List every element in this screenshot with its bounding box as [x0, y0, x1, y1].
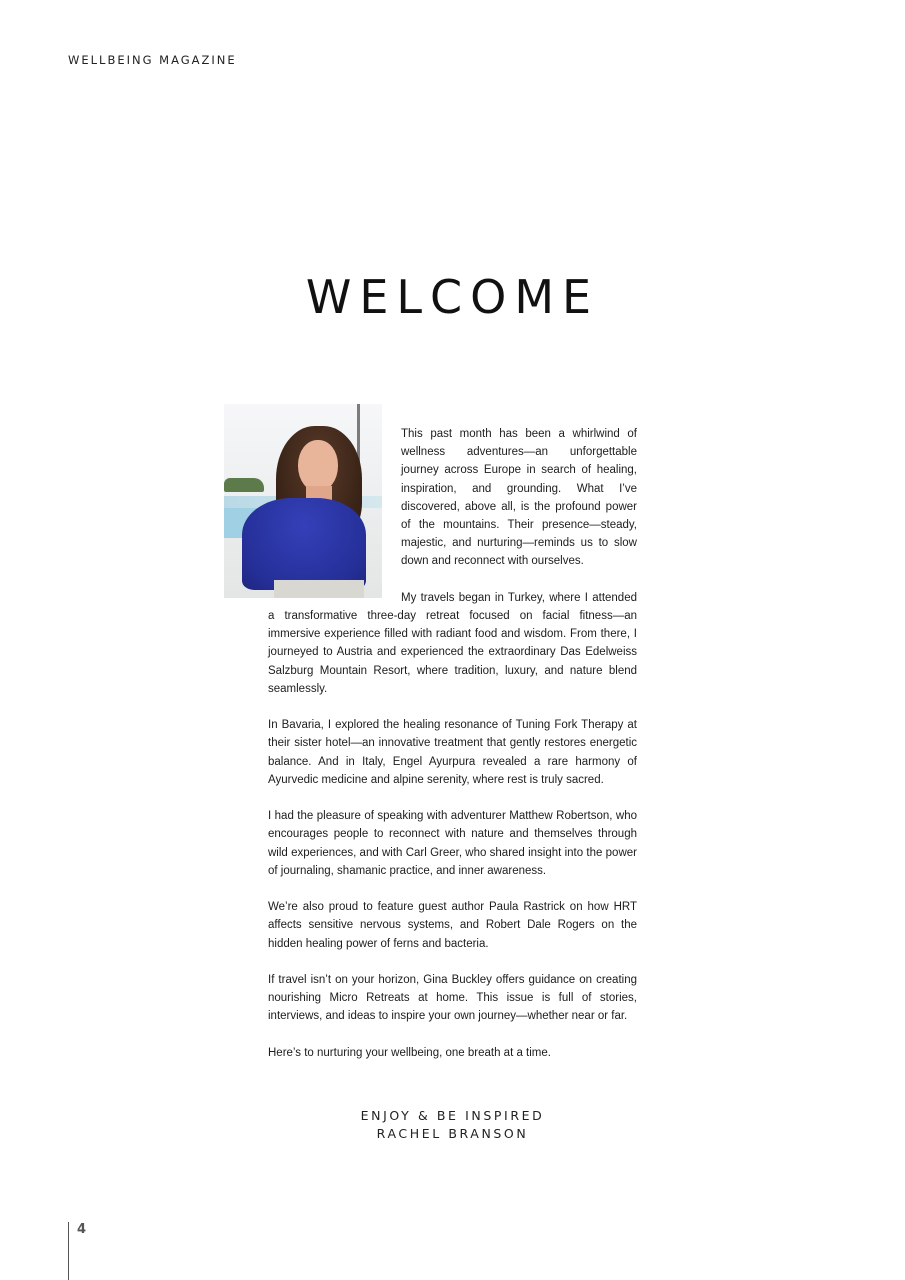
page-number: 4 [77, 1222, 87, 1237]
paragraph-3: In Bavaria, I explored the healing resonance of Tuning Fork Therapy at their sister hotel—an innovative treatment that gently restores energetic balance. And in Italy, Engel Ayurpura revealed a rare harmony of Ayurvedic medicine and alpine serenity, where rest is truly sacred. [268, 719, 637, 786]
photo-blouse [242, 498, 366, 590]
signoff [0, 1107, 905, 1143]
editor-letter [268, 404, 637, 1080]
paragraph-5: We’re also proud to feature guest author Paula Rastrick on how HRT affects sensitive nervous systems, and Robert Dale Rogers on the hidden healing power of ferns and bacteria. [268, 901, 637, 950]
signoff-line-1: ENJOY & BE INSPIRED [360, 1108, 545, 1123]
paragraph-6: If travel isn’t on your horizon, Gina Buckley offers guidance on creating nourishing Micro Retreats at home. This issue is full of stories, interviews, and ideas to inspire your own journey—whether near or far. [268, 974, 637, 1023]
paragraph-2: My travels began in Turkey, where I attended a transformative three-day retreat focused on facial fitness—an immersive experience filled with radiant food and wisdom. From there, I journeyed to Austria and experienced the extraordinary Das Edelweiss Salzburg Mountain Resort, where tradition, luxury, and nature blend seamlessly. [268, 591, 637, 695]
photo-face [298, 440, 338, 492]
paragraph-7: Here’s to nurturing your wellbeing, one breath at a time. [268, 1046, 551, 1059]
magazine-masthead: WELLBEING MAGAZINE [68, 53, 237, 67]
editor-photo [224, 404, 382, 598]
page-title: WELCOME [305, 270, 600, 324]
paragraph-4: I had the pleasure of speaking with adventurer Matthew Robertson, who encourages people to reconnect with nature and themselves through wild experiences, and with Carl Greer, who shared insight into the power of journaling, shamanic practice, and inner awareness. [268, 810, 637, 877]
signoff-author: RACHEL BRANSON [376, 1126, 529, 1141]
paragraph-1: This past month has been a whirlwind of wellness adventures—an unforgettable journey across Europe in search of healing, inspiration, and grounding. What I’ve discovered, above all, is the profound power of the mountains. Their presence—steady, majestic, and nurturing—reminds us to slow down and reconnect with ourselves. [401, 428, 637, 568]
photo-skirt [274, 580, 364, 598]
page-number-rule [68, 1222, 69, 1280]
photo-trees [224, 478, 264, 492]
